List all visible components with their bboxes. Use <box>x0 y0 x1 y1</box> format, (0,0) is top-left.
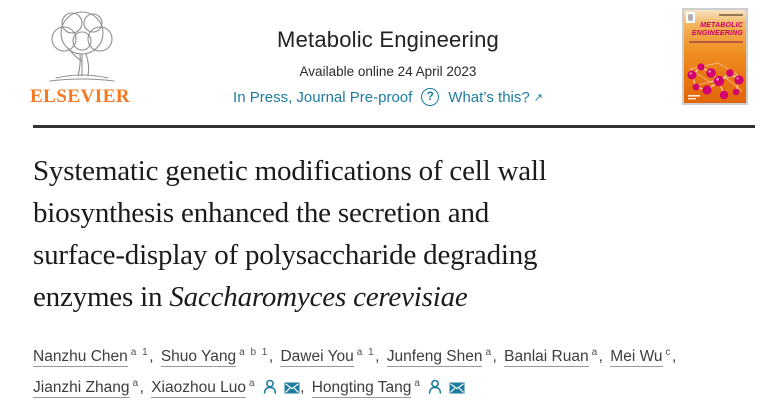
author[interactable]: Banlai Ruan $^a$ <box>504 346 599 365</box>
species-name-italic: Saccharomyces cerevisiae <box>169 281 468 313</box>
whats-this-label: What’s this? <box>448 88 530 106</box>
author-line-2: Jianzhi Zhang $^a$, Xiaozhou Luo $^a$ , Hongting Tang $^a$ <box>33 372 757 403</box>
email-author-icon[interactable] <box>284 374 300 405</box>
article-title <box>33 150 757 318</box>
author[interactable]: Mei Wu $^c$ <box>610 346 673 365</box>
cover-journal-title: METABOLIC ENGINEERING <box>691 22 743 37</box>
available-online-date: Available online 24 April 2023 <box>299 64 477 79</box>
title-line-4: enzymes in <box>33 281 170 313</box>
journal-header <box>158 27 618 106</box>
journal-cover-thumbnail[interactable] <box>682 8 748 105</box>
in-press-link[interactable]: In Press, Journal Pre-proof <box>233 88 413 106</box>
elsevier-wordmark: ELSEVIER <box>30 86 131 107</box>
author[interactable]: Nanzhu Chen $^{a 1}$ <box>33 346 150 365</box>
author[interactable]: Xiaozhou Luo $^a$ <box>151 377 257 396</box>
author[interactable]: Jianzhi Zhang $^a$ <box>33 377 140 396</box>
external-link-arrow-icon: ↗ <box>533 91 543 104</box>
title-line-1: Systematic genetic modifications of cell wall <box>33 155 547 187</box>
cover-top-text <box>719 14 743 16</box>
author-list <box>33 341 757 403</box>
author-line-1: Nanzhu Chen $^{a 1}$, Shuo Yang $^{a b 1}$, Dawei You $^{a 1}$, Junfeng Shen $^a$, Banlai Ruan $^a$, Mei Wu $^c$, <box>33 346 677 365</box>
whats-this-link[interactable] <box>448 89 543 106</box>
help-question-icon[interactable]: ? <box>421 88 439 106</box>
publication-status-row <box>158 88 618 106</box>
elsevier-tree-icon <box>30 8 130 85</box>
journal-title-link[interactable]: Metabolic Engineering <box>277 27 499 52</box>
header-divider <box>33 125 755 128</box>
author[interactable]: Hongting Tang $^a$ <box>311 377 422 396</box>
author-profile-icon[interactable] <box>263 374 277 405</box>
author[interactable]: Junfeng Shen $^a$ <box>386 346 493 365</box>
elsevier-logo[interactable] <box>30 8 130 108</box>
author-profile-icon[interactable] <box>428 374 442 405</box>
title-line-3: surface-display of polysaccharide degrading <box>33 239 538 271</box>
cover-subtitle-line <box>689 41 743 43</box>
title-line-2: biosynthesis enhanced the secretion and <box>33 197 490 229</box>
author[interactable]: Dawei You $^{a 1}$ <box>280 346 376 365</box>
email-author-icon[interactable] <box>449 374 465 405</box>
author[interactable]: Shuo Yang $^{a b 1}$ <box>160 346 269 365</box>
